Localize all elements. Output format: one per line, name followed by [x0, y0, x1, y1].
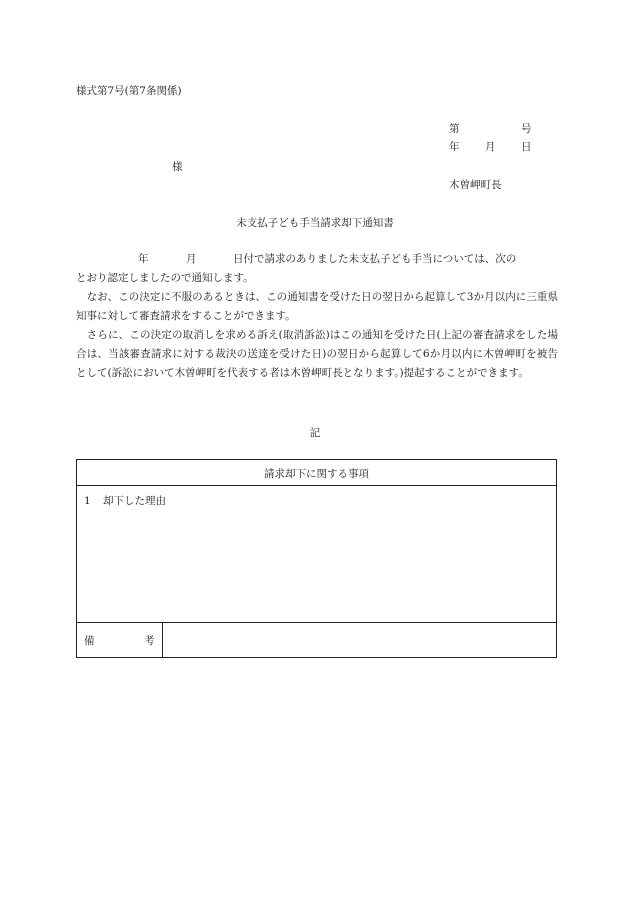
document-title: 未支払子ども手当請求却下通知書	[236, 217, 394, 229]
issuer-name: 木曽岬町長	[449, 179, 502, 191]
rejection-table	[76, 459, 557, 658]
body-paragraph-3	[76, 326, 558, 383]
document-number-suffix: 号	[521, 123, 532, 135]
remarks-label-1: 備	[84, 635, 95, 647]
table-divider	[77, 622, 556, 623]
body-p2-text: なお、この決定に不服のあるときは、この通知書を受けた日の翌日から起算して3か月以内に三重県知事に対して審査請求をすることができます。	[76, 291, 558, 322]
table-divider	[77, 485, 556, 486]
body-p1-text1: 日付で請求のありました未支払子ども手当については、次の	[233, 253, 517, 265]
table-column-divider	[162, 622, 163, 657]
document-number-prefix: 第	[449, 123, 460, 135]
date-month: 月	[485, 141, 496, 153]
body-p3-text: さらに、この決定の取消しを求める訴え(取消訴訟)はこの通知を受けた日(上記の審査請求をした場合は、当該審査請求に対する裁決の送達を受けた日)の翌日から起算して6か月以内に木曽岬町を被告として(訴訟において木曽岬町を代表する者は木曽岬町長となります。)提起することができます。	[76, 329, 558, 379]
ki-marker: 記	[309, 427, 321, 439]
remarks-field	[167, 628, 547, 652]
body-p1-year: 年	[138, 253, 149, 265]
remarks-label-2: 考	[144, 635, 155, 647]
table-header: 請求却下に関する事項	[264, 468, 369, 480]
date-day: 日	[521, 141, 532, 153]
body-p1-month: 月	[186, 253, 197, 265]
body-paragraph-2	[76, 288, 558, 326]
item1-label: 却下した理由	[103, 495, 166, 507]
item1-number: 1	[84, 495, 91, 507]
body-p1-text2: とおり認定しましたので通知します。	[76, 272, 254, 284]
form-label: 様式第7号(第7条関係)	[76, 85, 182, 97]
date-year: 年	[449, 141, 460, 153]
addressee-honorific: 様	[172, 161, 183, 173]
